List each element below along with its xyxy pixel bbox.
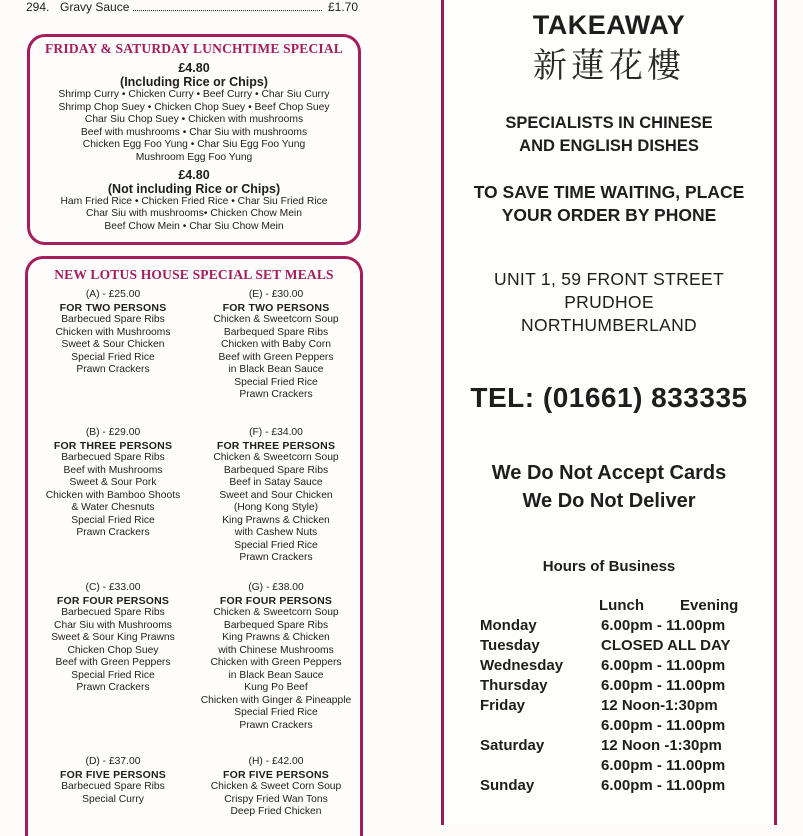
lunch-note-2: (Not including Rice or Chips) bbox=[107, 181, 281, 196]
set-meal-item: Deep Fried Chicken bbox=[230, 806, 322, 817]
set-meal bbox=[28, 427, 198, 540]
set-meal-item: Barbequed Spare Ribs bbox=[223, 326, 329, 338]
set-meal bbox=[28, 756, 198, 806]
lunch-item-line: Ham Fried Rice • Chicken Fried Rice • Char Siu Fried Rice bbox=[60, 195, 328, 207]
set-meal-persons: FOR THREE PERSONS bbox=[53, 439, 173, 452]
set-meal-price: (E) - £30.00 bbox=[248, 289, 304, 300]
leader-dots bbox=[133, 10, 322, 11]
set-meal-item: Prawn Crackers bbox=[76, 364, 150, 375]
address bbox=[444, 268, 774, 337]
item-price: £1.70 bbox=[327, 0, 358, 14]
set-meal-item: Chicken with Baby Corn bbox=[221, 339, 331, 350]
save-time-line: TO SAVE TIME WAITING, PLACE bbox=[473, 182, 745, 202]
set-meal bbox=[191, 756, 361, 819]
set-meal-item: Beef with Green Peppers bbox=[55, 657, 171, 668]
hours-day: Sunday bbox=[480, 777, 535, 794]
hours-time: CLOSED ALL DAY bbox=[601, 637, 731, 654]
set-meal-persons: FOR FOUR PERSONS bbox=[219, 594, 333, 607]
lunch-item-line: Mushroom Egg Foo Yung bbox=[135, 151, 253, 163]
hours-day: Saturday bbox=[480, 737, 545, 754]
set-meal-price: (D) - £37.00 bbox=[85, 756, 141, 767]
set-meal-item: Barbecued Spare Ribs bbox=[61, 607, 165, 618]
takeaway-heading: TAKEAWAY bbox=[532, 10, 686, 40]
set-meal-item: King Prawns & Chicken bbox=[222, 514, 330, 526]
set-meal-item: Special Fried Rice bbox=[234, 539, 318, 551]
address-line: UNIT 1, 59 FRONT STREET bbox=[494, 269, 724, 289]
lunch-note-1: (Including Rice or Chips) bbox=[120, 75, 268, 89]
set-meal-item: Chicken Chop Suey bbox=[67, 644, 159, 656]
set-meal-item: Chicken with Green Peppers bbox=[210, 657, 342, 668]
hours-time: 6.00pm - 11.00pm bbox=[601, 757, 726, 774]
lunch-item-line: Chicken Egg Foo Yung • Char Siu Egg Foo Yung bbox=[82, 139, 306, 151]
set-meal-item: King Prawns & Chicken bbox=[222, 632, 330, 643]
set-meal-persons: FOR THREE PERSONS bbox=[216, 439, 336, 452]
chinese-name: 新蓮花樓 bbox=[533, 46, 685, 86]
lunch-header: Lunch bbox=[599, 597, 644, 614]
set-meal-item: Chicken with Ginger & Pineapple bbox=[200, 694, 352, 706]
set-meal-item: Sweet & Sour Pork bbox=[69, 477, 157, 488]
lunch-item-line: Shrimp Chop Suey • Chicken Chop Suey • Beef Chop Suey bbox=[58, 101, 330, 113]
set-meal-item: Barbecued Spare Ribs bbox=[61, 452, 165, 463]
lunch-price-1: £4.80 bbox=[178, 61, 210, 75]
set-meal-item: Special Curry bbox=[82, 793, 144, 805]
set-meal-item: Prawn Crackers bbox=[239, 389, 313, 400]
lunch-special-title: FRIDAY & SATURDAY LUNCHTIME SPECIAL bbox=[44, 41, 344, 56]
set-meal-item: Chicken & Sweetcorn Soup bbox=[213, 607, 339, 618]
hours-time: 6.00pm - 11.00pm bbox=[601, 717, 726, 734]
set-meal-persons: FOR FIVE PERSONS bbox=[60, 768, 166, 781]
menu-item-gravy bbox=[26, 0, 358, 14]
lunch-special-box bbox=[27, 34, 361, 245]
lunch-list-2 bbox=[30, 196, 358, 234]
set-meal-price: (C) - £33.00 bbox=[85, 582, 141, 593]
specialists-line: SPECIALISTS IN CHINESE bbox=[505, 114, 713, 132]
lunch-item-line: Beef Chow Mein • Char Siu Chow Mein bbox=[104, 220, 284, 232]
set-meal-price: (F) - £34.00 bbox=[249, 427, 303, 438]
set-meal-item: Sweet & Sour Chicken bbox=[61, 339, 165, 350]
set-meal-price: (B) - £29.00 bbox=[85, 427, 141, 438]
hours-day: Friday bbox=[480, 697, 526, 714]
set-meal-item: Barbequed Spare Ribs bbox=[223, 464, 329, 476]
set-meal-item: Barbecued Spare Ribs bbox=[61, 781, 165, 792]
specialists-text bbox=[444, 112, 774, 158]
hours-time: 6.00pm - 11.00pm bbox=[601, 677, 726, 694]
hours-title: Hours of Business bbox=[542, 558, 676, 575]
set-meal-item: Kung Po Beef bbox=[244, 682, 308, 693]
hours-time: 6.00pm - 11.00pm bbox=[601, 657, 726, 674]
set-meal-item: Special Fried Rice bbox=[234, 707, 318, 718]
hours-day: Monday bbox=[480, 617, 537, 634]
set-meal-persons: FOR FOUR PERSONS bbox=[56, 594, 170, 607]
address-line: NORTHUMBERLAND bbox=[521, 315, 697, 335]
lunch-price-2: £4.80 bbox=[178, 167, 210, 182]
set-meal-item: Prawn Crackers bbox=[239, 552, 313, 563]
set-meal-item: Sweet and Sour Chicken bbox=[219, 489, 333, 501]
set-meal-item: Beef with Mushrooms bbox=[63, 464, 163, 476]
set-meal-price: (A) - £25.00 bbox=[85, 289, 141, 300]
address-line: PRUDHOE bbox=[564, 292, 654, 312]
set-meal-persons: FOR TWO PERSONS bbox=[59, 301, 167, 314]
set-meal bbox=[191, 582, 361, 732]
telephone-number: TEL: (01661) 833335 bbox=[470, 382, 748, 413]
set-meal bbox=[28, 289, 198, 377]
cards-notice: We Do Not Accept Cards bbox=[491, 462, 727, 484]
info-panel bbox=[441, 0, 777, 825]
set-meal bbox=[28, 582, 198, 695]
hours-time: 12 Noon-1:30pm bbox=[601, 697, 718, 714]
set-meal-item: Special Fried Rice bbox=[71, 514, 155, 526]
hours-day: Tuesday bbox=[480, 637, 540, 654]
set-meal-item: Special Fried Rice bbox=[234, 376, 318, 388]
delivery-notice: We Do Not Deliver bbox=[522, 490, 696, 512]
set-meal bbox=[191, 427, 361, 565]
set-meal-item: Prawn Crackers bbox=[76, 682, 150, 693]
hours-day: Thursday bbox=[480, 677, 548, 694]
set-meal-item: Barbequed Spare Ribs bbox=[223, 619, 329, 631]
hours-time: 12 Noon -1:30pm bbox=[601, 737, 722, 754]
set-meal-item: Crispy Fried Wan Tons bbox=[224, 793, 328, 805]
set-meal-item: Sweet & Sour King Prawns bbox=[51, 632, 175, 643]
set-meals-title: NEW LOTUS HOUSE SPECIAL SET MEALS bbox=[54, 267, 334, 282]
set-meal-item: Prawn Crackers bbox=[239, 719, 313, 731]
set-meal-item: Special Fried Rice bbox=[71, 669, 155, 681]
lunch-item-line: Beef with mushrooms • Char Siu with mushrooms bbox=[80, 126, 308, 138]
set-meal-item: Char Siu with Mushrooms bbox=[54, 619, 172, 631]
lunch-item-line: Shrimp Curry • Chicken Curry • Beef Curry • Char Siu Curry bbox=[58, 89, 330, 100]
set-meal bbox=[191, 289, 361, 402]
order-by-phone-text bbox=[444, 181, 774, 227]
set-meal-item: Chicken & Sweetcorn Soup bbox=[213, 314, 339, 325]
set-meal-persons: FOR FIVE PERSONS bbox=[223, 768, 329, 781]
set-meal-item: & Water Chesnuts bbox=[71, 502, 155, 513]
set-meal-item: in Black Bean Sauce bbox=[228, 364, 324, 375]
hours-time: 6.00pm - 11.00pm bbox=[601, 617, 726, 634]
set-meal-item: Beef with Green Peppers bbox=[218, 351, 334, 363]
specialists-line: AND ENGLISH DISHES bbox=[519, 137, 699, 155]
set-meal-price: (H) - £42.00 bbox=[248, 756, 304, 767]
hours-day: Wednesday bbox=[480, 657, 564, 674]
set-meal-item: Special Fried Rice bbox=[71, 351, 155, 363]
set-meal-item: Chicken with Mushrooms bbox=[55, 326, 171, 338]
set-meal-item: Beef in Satay Sauce bbox=[229, 477, 323, 488]
payment-delivery-notice bbox=[444, 459, 774, 515]
item-number: 294. bbox=[26, 0, 50, 14]
lunch-item-line: Char Siu with mushrooms• Chicken Chow Mein bbox=[86, 208, 302, 220]
set-meals-box bbox=[25, 256, 363, 836]
lunch-special-content bbox=[30, 41, 358, 233]
set-meal-item: Prawn Crackers bbox=[76, 527, 150, 538]
item-name: Gravy Sauce bbox=[60, 0, 130, 14]
evening-header: Evening bbox=[680, 597, 739, 614]
hours-time: 6.00pm - 11.00pm bbox=[601, 777, 726, 794]
set-meal-item: Chicken with Bamboo Shoots bbox=[45, 489, 181, 501]
set-meal-item: with Cashew Nuts bbox=[234, 527, 318, 538]
set-meal-price: (G) - £38.00 bbox=[248, 582, 304, 593]
set-meal-item: with Chinese Mushrooms bbox=[218, 644, 334, 656]
save-time-line: YOUR ORDER BY PHONE bbox=[501, 205, 717, 225]
set-meal-item: Barbecued Spare Ribs bbox=[61, 314, 165, 325]
set-meal-persons: FOR TWO PERSONS bbox=[222, 301, 330, 314]
set-meal-item: (Hong Kong Style) bbox=[233, 502, 319, 513]
lunch-list-1 bbox=[30, 89, 358, 165]
set-meal-item: in Black Bean Sauce bbox=[228, 669, 324, 681]
lunch-item-line: Char Siu Chop Suey • Chicken with mushrooms bbox=[84, 114, 304, 126]
set-meal-item: Chicken & Sweet Corn Soup bbox=[210, 781, 342, 792]
set-meal-item: Chicken & Sweetcorn Soup bbox=[213, 452, 339, 463]
